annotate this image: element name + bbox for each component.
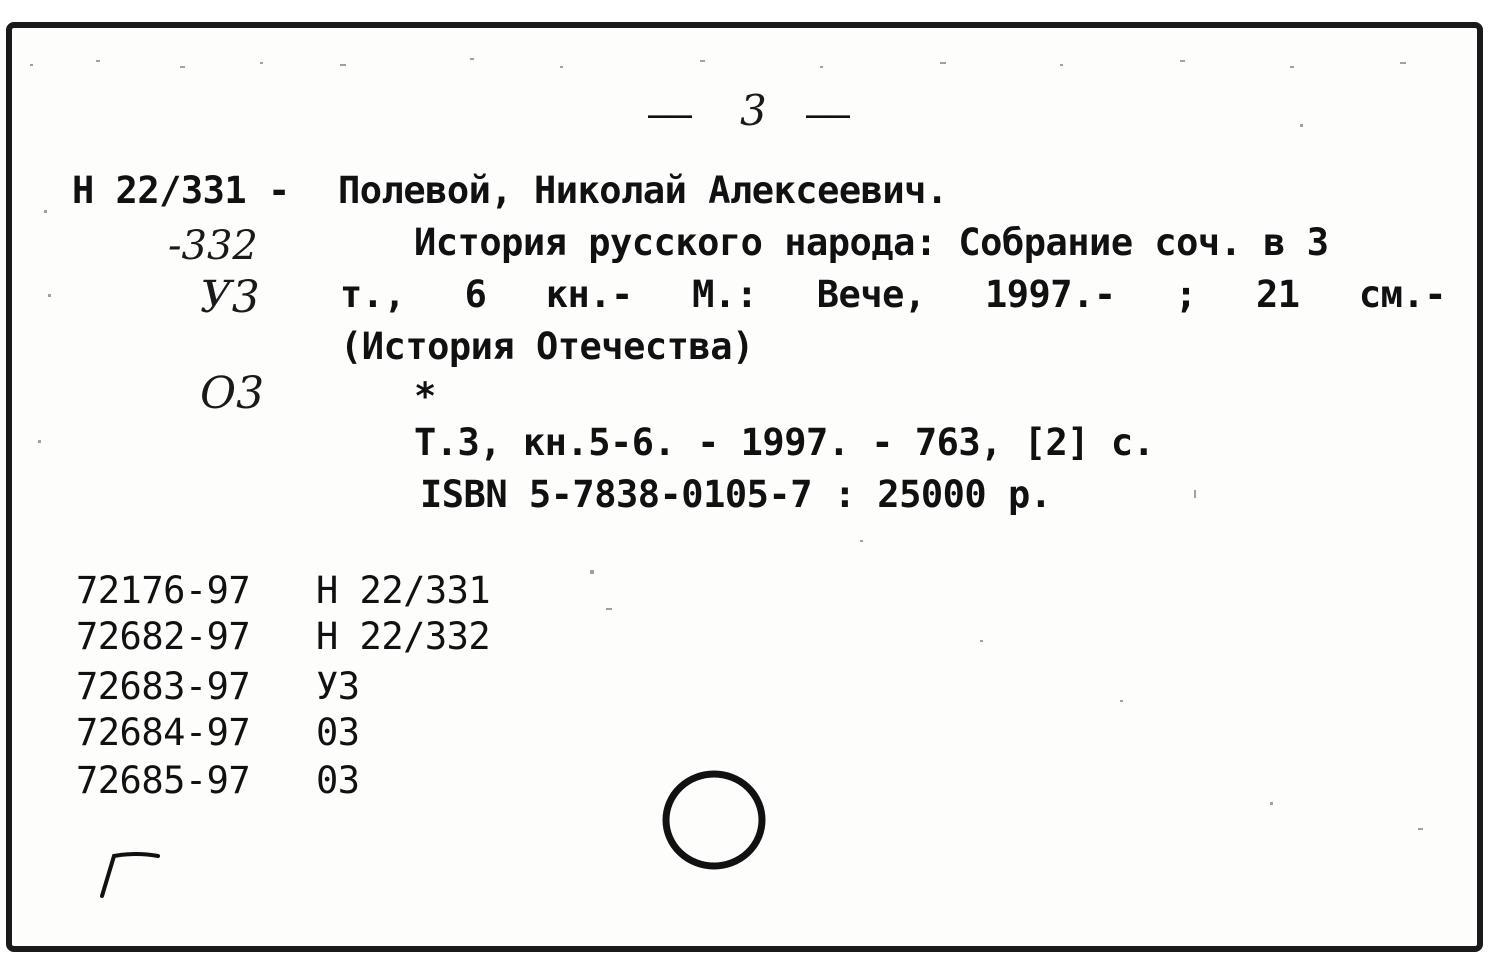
inventory-number-1: 72176-97 bbox=[76, 569, 251, 612]
inventory-location-3: У3 bbox=[316, 665, 360, 708]
isbn-price: ISBN 5-7838-0105-7 : 25000 р. bbox=[420, 473, 1052, 516]
handwritten-corner-mark bbox=[102, 854, 158, 896]
title-line-2: т., 6 кн.- М.: Вече, 1997.- ; 21 см.- bbox=[340, 273, 1446, 316]
inventory-location-4: 03 bbox=[316, 711, 360, 754]
punch-hole bbox=[666, 774, 762, 866]
inventory-number-5: 72685-97 bbox=[76, 759, 251, 802]
author-heading: Полевой, Николай Алексеевич. bbox=[338, 169, 948, 212]
handwritten-mark-u3: У3 bbox=[200, 272, 260, 323]
handwritten-call-extra: -332 bbox=[168, 223, 258, 269]
paper-specks bbox=[30, 58, 1423, 830]
inventory-number-3: 72683-97 bbox=[76, 665, 251, 708]
inventory-location-2: Н 22/332 bbox=[316, 615, 491, 658]
inventory-number-4: 72684-97 bbox=[76, 711, 251, 754]
page-number: 3 bbox=[740, 86, 767, 135]
call-number: Н 22/331 - bbox=[72, 169, 290, 212]
page-number-left-dash: —— bbox=[648, 93, 692, 136]
asterisk: * bbox=[414, 375, 436, 418]
inventory-location-1: Н 22/331 bbox=[316, 569, 491, 612]
inventory-location-5: 03 bbox=[316, 759, 360, 802]
series-statement: (История Отечества) bbox=[340, 325, 754, 368]
title-line-1: История русского народа: Собрание соч. в 3 bbox=[414, 221, 1329, 264]
inventory-number-2: 72682-97 bbox=[76, 615, 251, 658]
handwritten-mark-o3: О3 bbox=[200, 368, 265, 419]
page-number-right-dash: —— bbox=[806, 93, 850, 136]
volume-info: Т.3, кн.5-6. - 1997. - 763, [2] с. bbox=[414, 421, 1155, 464]
